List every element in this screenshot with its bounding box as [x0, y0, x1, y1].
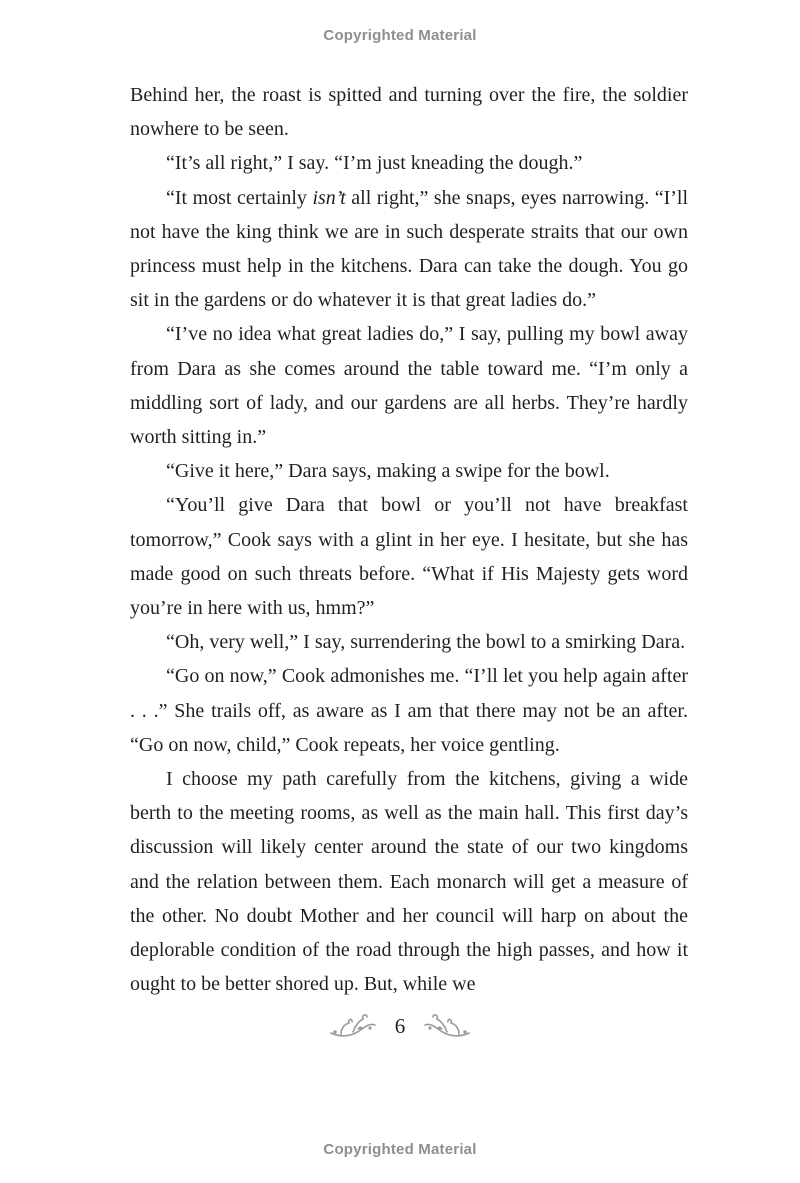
- paragraph-3-text-start: “It most certainly: [166, 186, 313, 209]
- paragraph-8: “Go on now,” Cook admonishes me. “I’ll let you help again after . . .” She trails off, as aware as I am that there may not be an after. “Go on now, child,” Cook repeats, her voice gentling.: [130, 665, 688, 756]
- copyright-watermark-top: Copyrighted Material: [323, 27, 477, 44]
- paragraph-3-text-end: all right,” she snaps, eyes narrowing. “I’ll not have the king think we are in such desperate straits that our own princess must help in the kitchens. Dara can take the dough. You go sit in the gardens or do whatever it is that great ladies do.”: [130, 186, 689, 312]
- paragraph-3: [130, 181, 688, 318]
- page-footer: [0, 1006, 800, 1046]
- paragraph-7: “Oh, very well,” I say, surrendering the bowl to a smirking Dara.: [166, 631, 686, 654]
- paragraph-4: “I’ve no idea what great ladies do,” I say, pulling my bowl away from Dara as she comes around the table toward me. “I’m only a middling sort of lady, and our gardens are all herbs. They’re hardly worth sitting in.”: [130, 323, 688, 449]
- page-body: [130, 78, 688, 1001]
- paragraph-9: I choose my path carefully from the kitchens, giving a wide berth to the meeting rooms, as well as the main hall. This first day’s discussion will likely center around the state of our two kingdoms and the relation between them. Each monarch will get a measure of the other. No doubt Mother and her council will harp on about the deplorable condition of the road through the high passes, and how it ought to be better shored up. But, while we: [130, 768, 688, 996]
- paragraph-1: Behind her, the roast is spitted and turning over the fire, the soldier nowhere to be seen.: [130, 84, 688, 141]
- paragraph-6: “You’ll give Dara that bowl or you’ll not have breakfast tomorrow,” Cook says with a glint in her eye. I hesitate, but she has made good on such threats before. “What if His Majesty gets word you’re in here with us, hmm?”: [130, 494, 688, 620]
- floral-ornament-right-icon: [423, 1013, 471, 1039]
- copyright-watermark-bottom: Copyrighted Material: [323, 1141, 477, 1158]
- paragraph-2: “It’s all right,” I say. “I’m just kneading the dough.”: [166, 152, 583, 175]
- paragraph-3-emphasis: isn’t: [312, 186, 346, 209]
- paragraph-5: “Give it here,” Dara says, making a swipe for the bowl.: [166, 460, 610, 483]
- floral-ornament-left-icon: [329, 1013, 377, 1039]
- page-number: 6: [394, 1013, 406, 1038]
